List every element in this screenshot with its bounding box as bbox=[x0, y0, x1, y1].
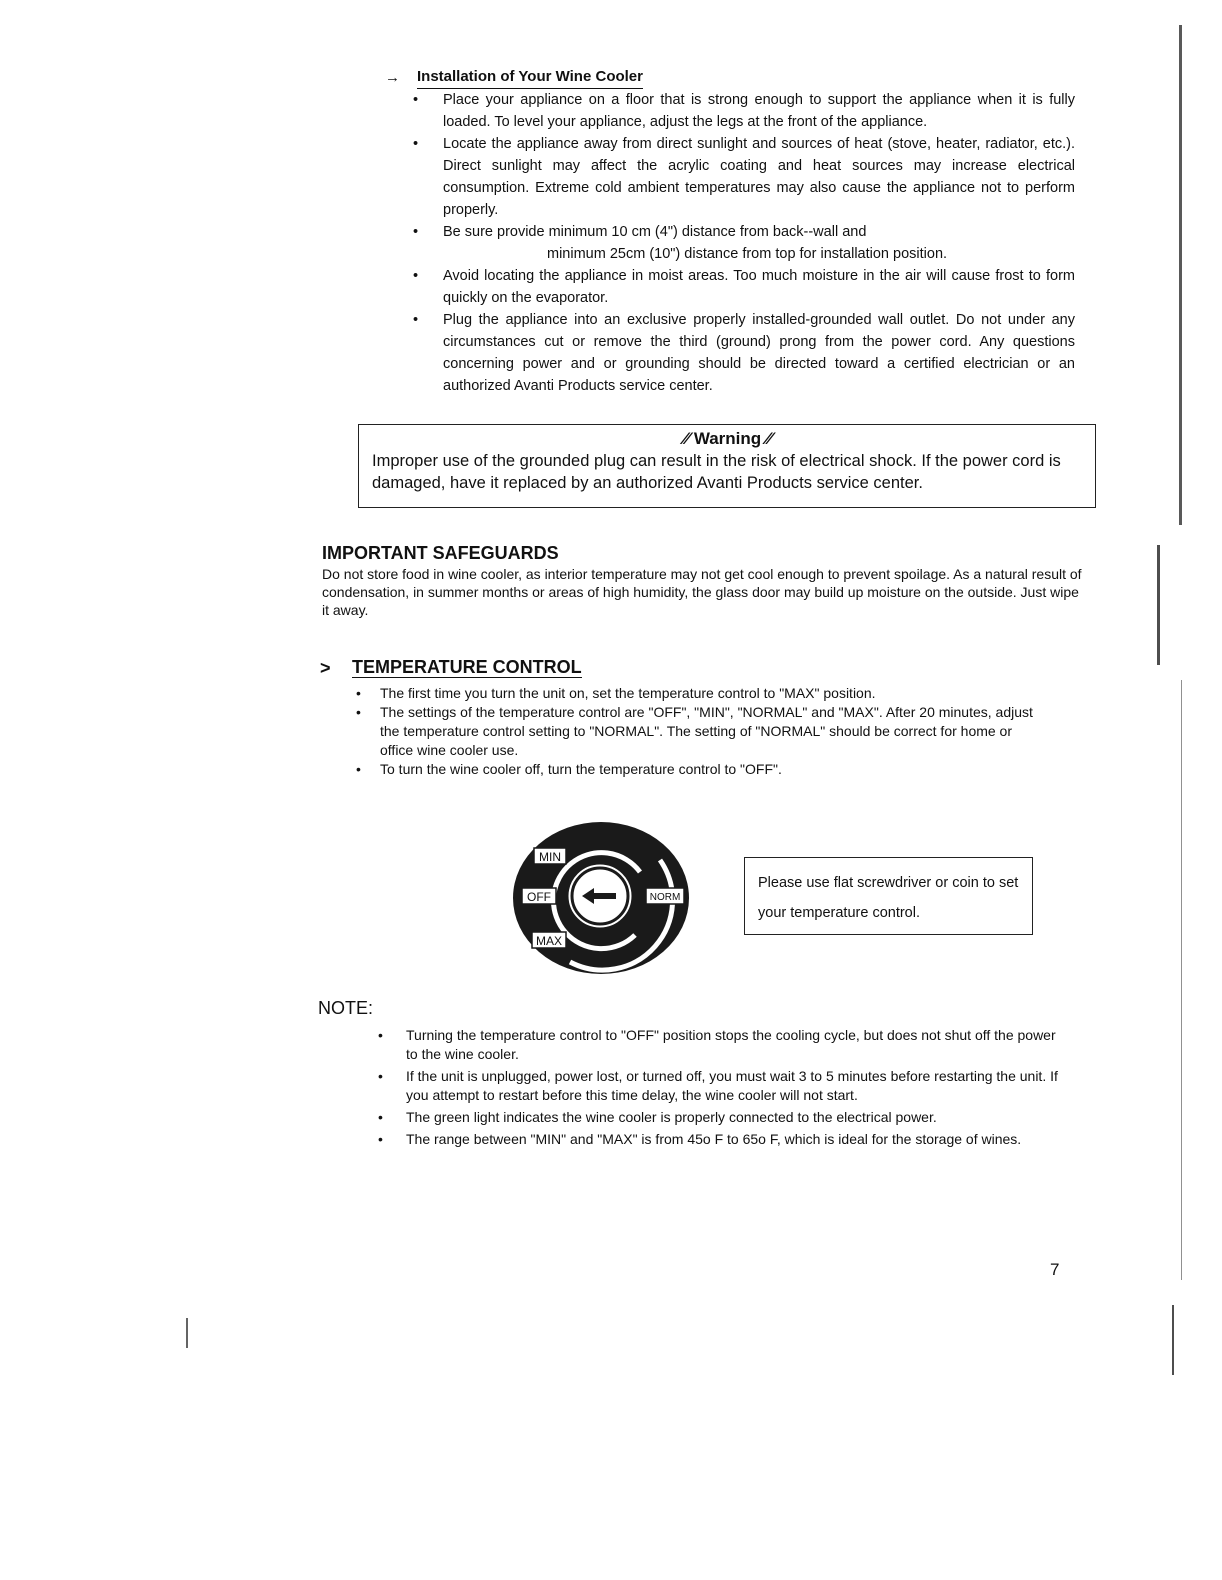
list-item: • If the unit is unplugged, power lost, or turned off, you must wait 3 to 5 minutes before restarting the unit. If you attempt to restart before this time delay, the wine cooler will not start. bbox=[406, 1067, 1068, 1105]
list-item-line2: minimum 25cm (10") distance from top for installation position. bbox=[547, 246, 948, 262]
list-item: • Turning the temperature control to "OFF" position stops the cooling cycle, but does not shut off the power to the wine cooler. bbox=[406, 1026, 1068, 1064]
scan-margin-mark bbox=[186, 1318, 188, 1348]
arrow-bullet-icon: → bbox=[385, 68, 400, 86]
installation-list bbox=[385, 89, 1075, 397]
dial-norm-label: NORM bbox=[649, 892, 681, 903]
scan-edge-line bbox=[1172, 1305, 1174, 1375]
warning-title bbox=[372, 428, 1083, 450]
note-title: NOTE: bbox=[318, 998, 374, 1018]
temperature-dial-illustration bbox=[510, 820, 692, 976]
note-list bbox=[318, 1026, 1068, 1149]
dial-off-label: OFF bbox=[527, 890, 551, 904]
dial-max-label: MAX bbox=[535, 934, 563, 948]
list-item: • Plug the appliance into an exclusive properly installed-grounded wall outlet. Do not under any circumstances cut or remove the third (ground) prong from the power cord. Any questions concerning power and or grounding should be directed toward a certified electrician or an authorized Avanti Products service center. bbox=[443, 309, 1075, 397]
scan-edge-line bbox=[1179, 25, 1182, 525]
list-item: • To turn the wine cooler off, turn the temperature control to "OFF". bbox=[380, 760, 1040, 779]
chevron-right-icon: > bbox=[320, 657, 331, 678]
lightning-icon: ⁄⁄ bbox=[683, 429, 690, 448]
list-item: • Avoid locating the appliance in moist areas. Too much moisture in the air will cause frost to form quickly on the evaporator. bbox=[443, 265, 1075, 309]
list-item: • The first time you turn the unit on, set the temperature control to "MAX" position. bbox=[380, 684, 1040, 703]
installation-heading-text: Installation of Your Wine Cooler bbox=[417, 66, 643, 89]
lightning-icon: ⁄⁄ bbox=[765, 429, 772, 448]
list-item: • The settings of the temperature control are "OFF", "MIN", "NORMAL" and "MAX". After 20 minutes, adjust the temperature control setting to "NORMAL". The setting of "NORMAL" should be correct for home or office wine cooler use. bbox=[380, 703, 1040, 760]
temperature-list bbox=[320, 684, 1040, 779]
warning-text: Improper use of the grounded plug can result in the risk of electrical shock. If the power cord is damaged, have it replaced by an authorized Avanti Products service center. bbox=[372, 452, 1061, 492]
note-section bbox=[318, 996, 1068, 1152]
temperature-heading-text: TEMPERATURE CONTROL bbox=[352, 657, 582, 677]
list-item: • Locate the appliance away from direct sunlight and sources of heat (stove, heater, radiator, etc.). Direct sunlight may affect the acrylic coating and heat sources may increase electrical consumption. Extreme cold ambient temperatures may also cause the appliance not to perform properly. bbox=[443, 133, 1075, 221]
list-item: • Place your appliance on a floor that is strong enough to support the appliance when it is fully loaded. To level your appliance, adjust the legs at the front of the appliance. bbox=[443, 89, 1075, 133]
scan-edge-line bbox=[1157, 545, 1160, 665]
safeguards-text: Do not store food in wine cooler, as interior temperature may not get cool enough to prevent spoilage. As a natural result of condensation, in summer months or areas of high humidity, the glass door may build up moisture on the outside. Just wipe it away. bbox=[322, 566, 1082, 618]
dial-min-label: MIN bbox=[539, 850, 561, 864]
safeguards-section bbox=[322, 541, 1082, 619]
installation-heading bbox=[385, 66, 1075, 89]
page-number: 7 bbox=[1050, 1260, 1060, 1279]
safeguards-title: IMPORTANT SAFEGUARDS bbox=[322, 543, 559, 563]
warning-title-text: Warning bbox=[693, 429, 762, 448]
list-item: • The green light indicates the wine cooler is properly connected to the electrical power. bbox=[406, 1108, 1068, 1127]
installation-section bbox=[385, 66, 1075, 397]
temperature-heading bbox=[320, 658, 1040, 678]
warning-box bbox=[358, 424, 1096, 508]
list-item bbox=[443, 221, 1075, 265]
list-item-line1: Be sure provide minimum 10 cm (4") distance from back--wall and bbox=[443, 224, 867, 240]
tip-box: Please use flat screwdriver or coin to set your temperature control. bbox=[744, 857, 1033, 935]
list-item: • The range between "MIN" and "MAX" is from 45o F to 65o F, which is ideal for the storage of wines. bbox=[406, 1130, 1068, 1149]
temperature-section bbox=[320, 658, 1040, 779]
scan-edge-line bbox=[1181, 680, 1182, 1280]
